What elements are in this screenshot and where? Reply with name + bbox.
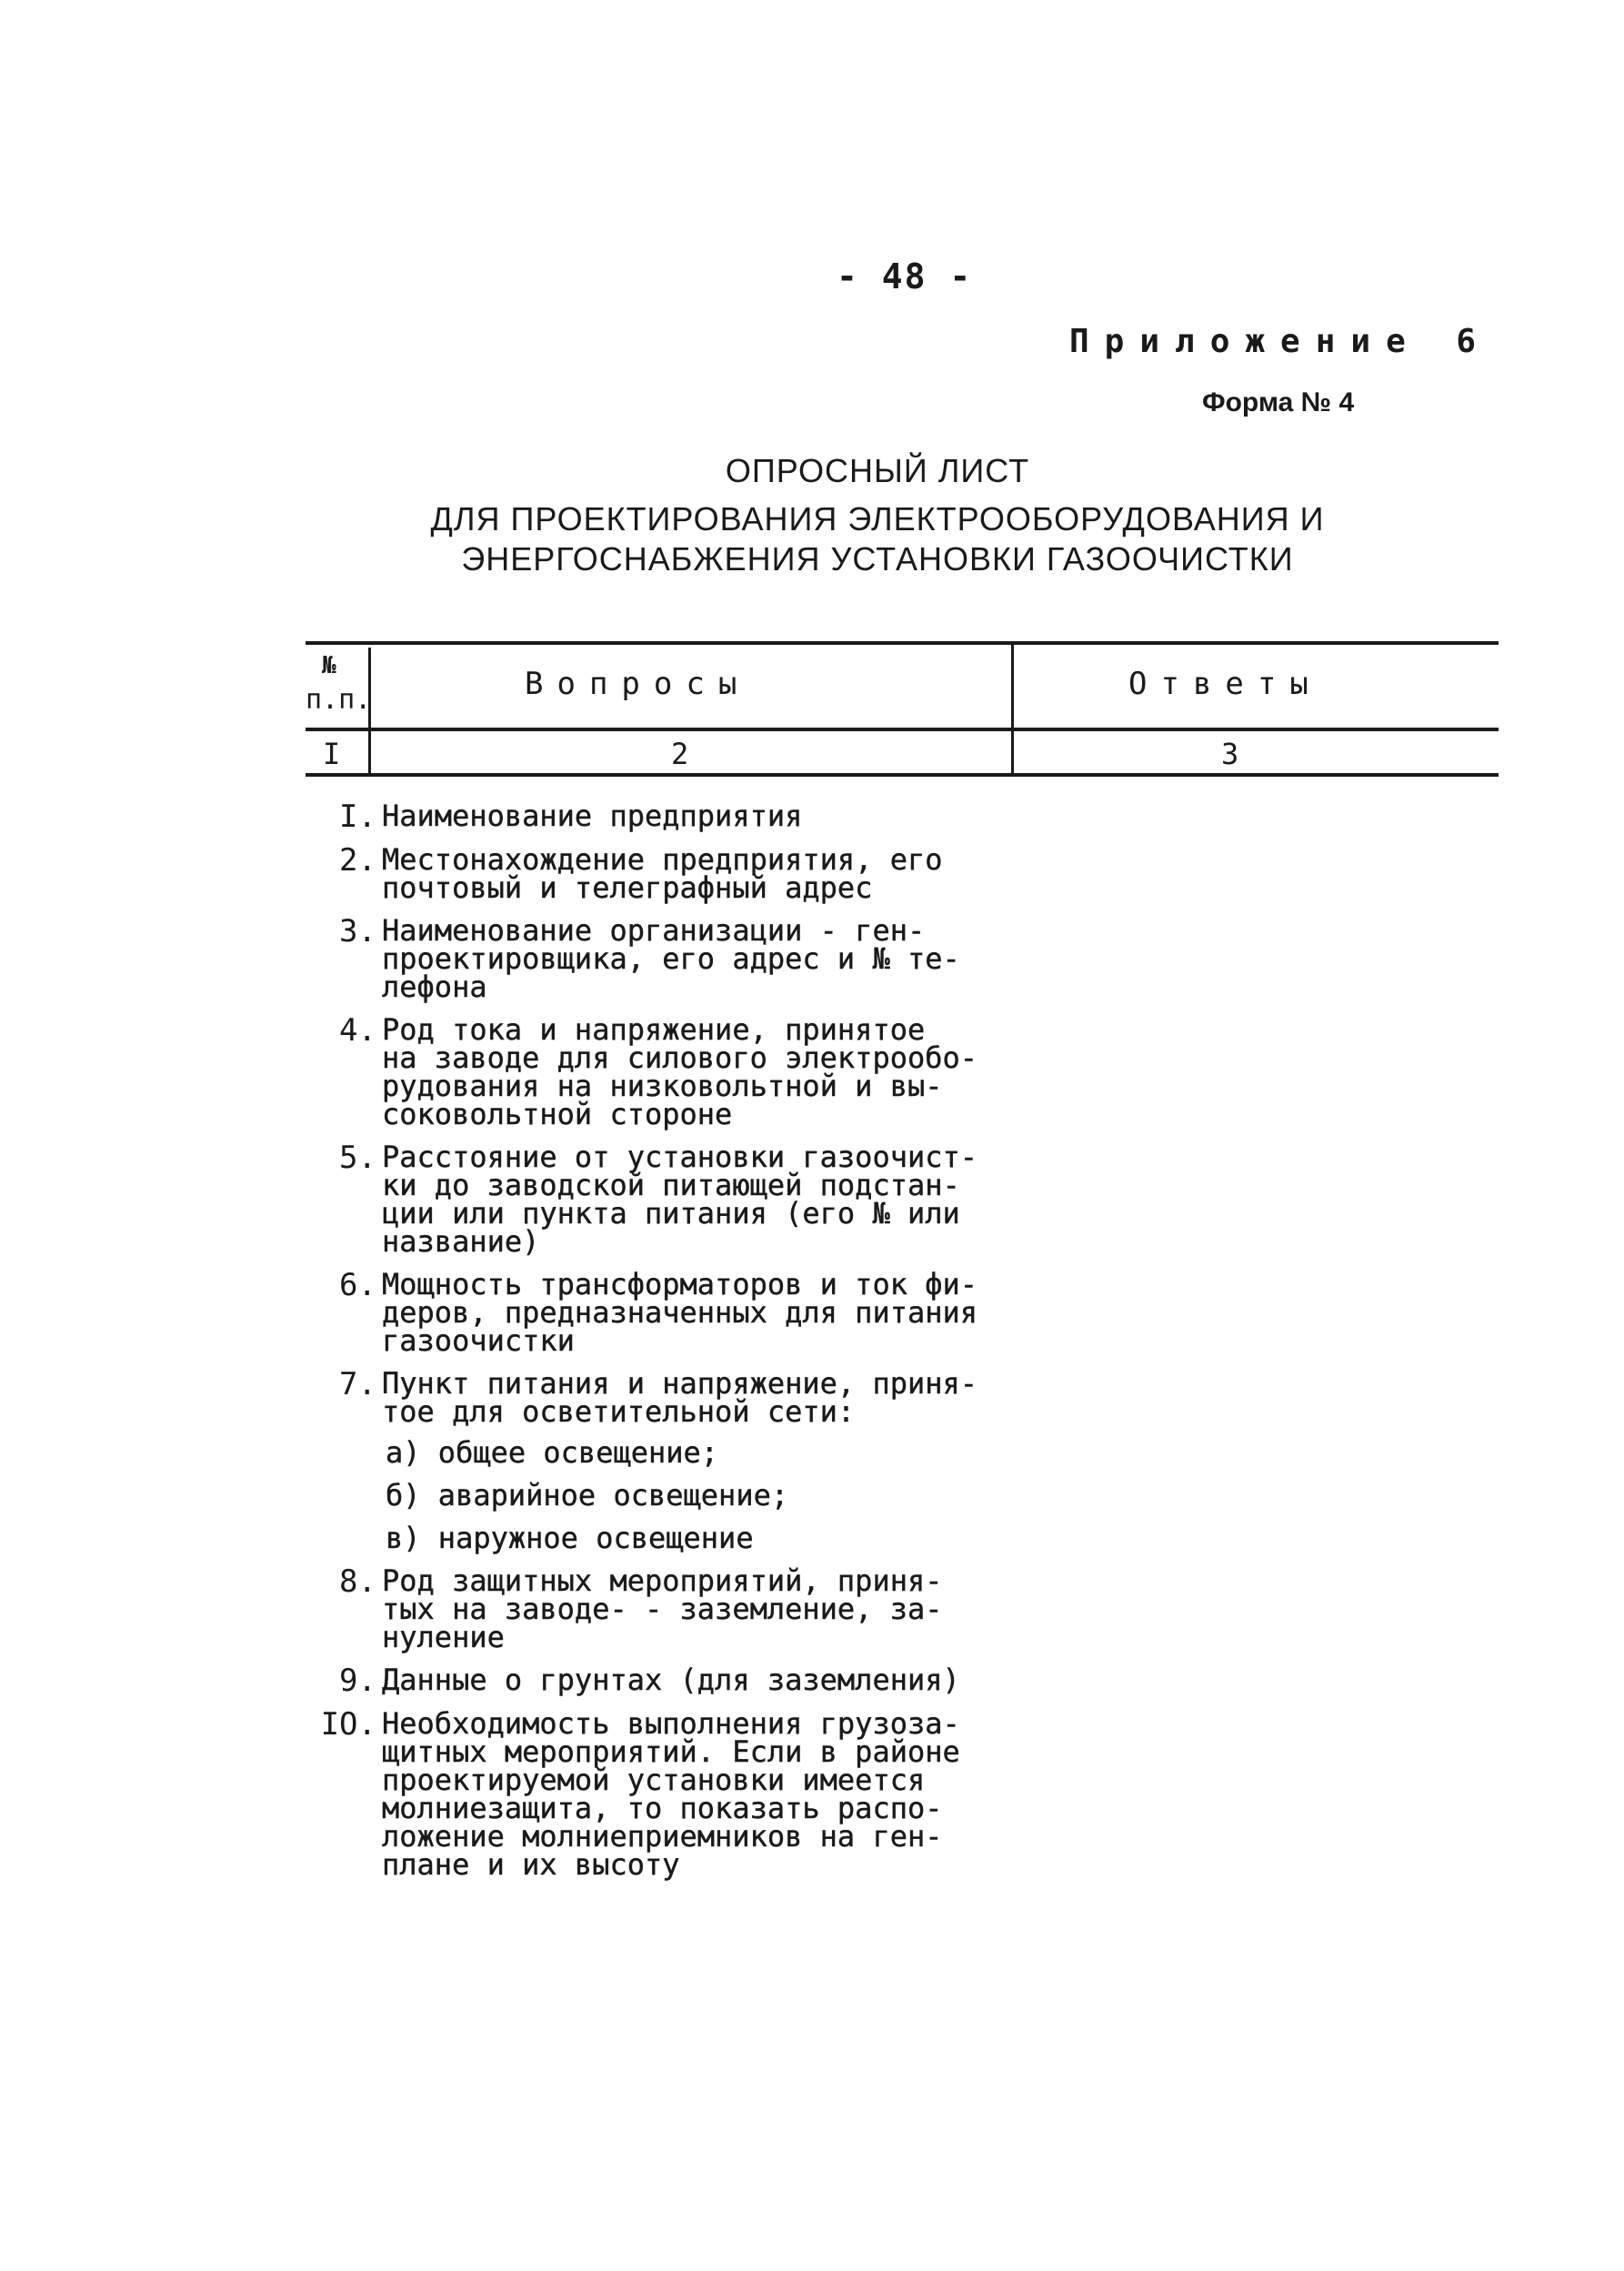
appendix-label: Приложение 6 (1069, 323, 1492, 360)
page-number: - 48 - (837, 256, 973, 296)
question-number: I. (339, 799, 376, 835)
question-item (309, 1012, 1018, 1131)
question-number: 3. (339, 913, 376, 950)
form-label: Форма № 4 (1202, 387, 1355, 417)
document-subtitle-line-1: ДЛЯ ПРОЕКТИРОВАНИЯ ЭЛЕКТРООБОРУДОВАНИЯ И (430, 500, 1325, 538)
question-number: 9. (339, 1663, 376, 1699)
question-text: Пункт питания и напряжение, приня- тое для осветительной сети: (382, 1366, 978, 1429)
table-top-rule (306, 641, 1499, 645)
question-number: 8. (339, 1563, 376, 1600)
question-text: Род тока и напряжение, принятое на заводе для силового электрообо- рудования на низковольтной и вы- соковольтной стороне (382, 1012, 978, 1131)
header-questions: Вопросы (525, 666, 751, 702)
question-item (309, 1663, 1018, 1699)
question-item (309, 1366, 1018, 1429)
question-number: 2. (339, 842, 376, 879)
table-header-rule (306, 728, 1499, 731)
document-title: ОПРОСНЫЙ ЛИСТ (725, 452, 1030, 489)
question-text: Наименование предприятия (382, 799, 803, 833)
question-number: 5. (339, 1140, 376, 1176)
question-number: 4. (339, 1012, 376, 1049)
document-subtitle-line-2: ЭНЕРГОСНАБЖЕНИЯ УСТАНОВКИ ГАЗООЧИСТКИ (461, 540, 1294, 578)
question-item (309, 1267, 1018, 1358)
question-number: IO. (320, 1706, 376, 1743)
question-item (309, 1140, 1018, 1259)
question-text: Необходимость выполнения грузоза- щитных мероприятий. Если в районе проектируемой установки имеется молниезащита, то показать распо- ложение молниеприемников на ген- плане и их высоту (382, 1706, 960, 1882)
question-text: Род защитных мероприятий, приня- тых на заводе- - заземление, за- нуление (382, 1563, 943, 1654)
question-number: 6. (339, 1267, 376, 1303)
question-text: Данные о грунтах (для заземления) (382, 1663, 960, 1697)
table-divider-answers (1011, 643, 1014, 775)
table-bottom-rule (306, 773, 1499, 777)
question-list (309, 799, 1018, 1894)
column-number-3: 3 (1221, 737, 1239, 771)
question-text: Мощность трансформаторов и ток фи- деров, предназначенных для питания газоочистки (382, 1267, 978, 1358)
column-number-1: I (323, 737, 341, 771)
question-number: 7. (339, 1366, 376, 1402)
question-item (309, 913, 1018, 1004)
column-number-2: 2 (671, 737, 689, 771)
lighting-sub-item-emergency: б) аварийное освещение; (386, 1478, 789, 1512)
question-text: Расстояние от установки газоочист- ки до заводской питающей подстан- ции или пункта питания (его № или название) (382, 1140, 978, 1259)
question-text: Местонахождение предприятия, его почтовый и телеграфный адрес (382, 842, 943, 905)
header-number-sign: № (322, 652, 336, 679)
question-item (309, 842, 1018, 905)
lighting-sub-item-general: а) общее освещение; (386, 1435, 719, 1470)
header-answers: Ответы (1128, 666, 1322, 702)
question-item (309, 1563, 1018, 1654)
question-item (309, 799, 1018, 835)
header-number-abbr: п.п. (306, 684, 372, 716)
question-text: Наименование организации - ген- проектировщика, его адрес и № те- лефона (382, 913, 960, 1004)
question-item (309, 1706, 1018, 1882)
lighting-sub-item-outdoor: в) наружное освещение (386, 1521, 754, 1555)
